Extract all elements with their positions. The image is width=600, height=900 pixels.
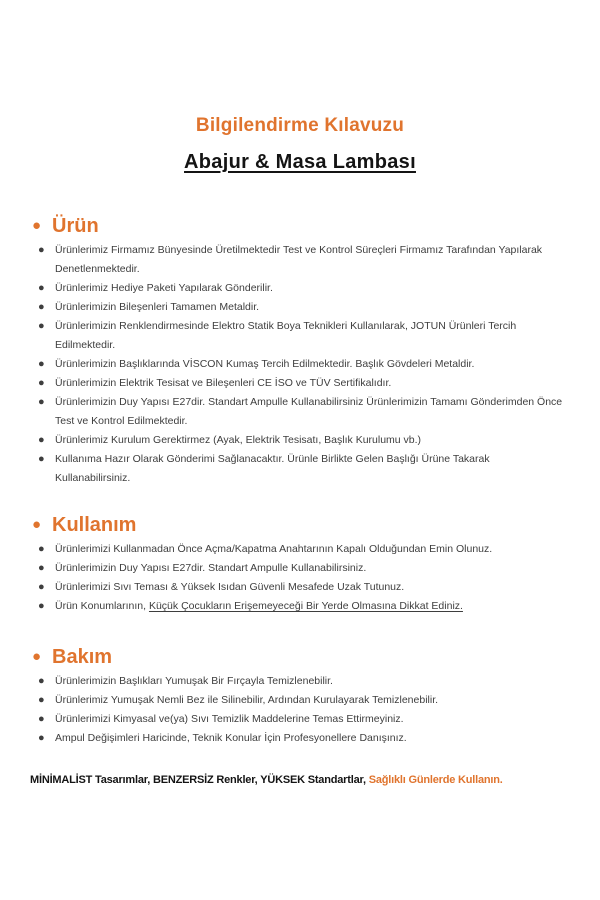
bullet-icon: ● [38, 434, 45, 446]
list-item-text: Kullanıma Hazır Olarak Gönderimi Sağlanacaktır. Ürünle Birlikte Gelen Başlığı Ürüne Takarak Kullanabilirsiniz. [55, 453, 490, 484]
footer-text-black: MİNİMALİST Tasarımlar, BENZERSİZ Renkler, YÜKSEK Standartlar, [30, 774, 366, 786]
list-item [38, 298, 570, 317]
list-item-text: Ürünlerimiz Kurulum Gerektirmez (Ayak, Elektrik Tesisatı, Başlık Kurulumu vb.) [55, 434, 422, 446]
list-item-text: Ürünlerimiz Yumuşak Nemli Bez ile Silinebilir, Ardından Kurulayarak Temizlenebilir. [55, 694, 439, 706]
list-item [38, 710, 570, 729]
list-item-text-plain: Ürün Konumlarının, [55, 600, 149, 612]
bullet-icon: ● [38, 694, 45, 706]
bullet-icon: ● [32, 648, 42, 665]
section-heading: Bakım [52, 646, 113, 668]
list-item [38, 450, 570, 488]
list-item-text: Ürünlerimizin Başlıkları Yumuşak Bir Fırçayla Temizlenebilir. [55, 675, 333, 687]
bullet-icon: ● [38, 543, 45, 555]
bullet-icon: ● [38, 675, 45, 687]
list-item [38, 729, 570, 748]
page-subtitle [30, 150, 570, 175]
bullet-list [30, 241, 570, 488]
list-item-text: Ampul Değişimleri Haricinde, Teknik Konular İçin Profesyonellere Danışınız. [55, 732, 407, 744]
section-kullanim [30, 512, 570, 616]
section-heading: Ürün [52, 215, 99, 237]
list-item [38, 559, 570, 578]
bullet-icon: ● [38, 562, 45, 574]
list-item-text: Ürünlerimizin Duy Yapısı E27dir. Standart Ampulle Kullanabilirsiniz. [55, 562, 367, 574]
bullet-list [30, 540, 570, 616]
list-item [38, 691, 570, 710]
section-heading-row [30, 213, 570, 239]
bullet-list [30, 672, 570, 748]
list-item-text: Ürünlerimizi Sıvı Teması & Yüksek Isıdan Güvenli Mesafede Uzak Tutunuz. [55, 581, 405, 593]
list-item [38, 597, 570, 616]
bullet-icon: ● [38, 600, 45, 612]
list-item [38, 241, 570, 279]
footer-text-orange: Sağlıklı Günlerde Kullanın. [368, 774, 503, 786]
bullet-icon: ● [38, 396, 45, 408]
section-heading-row [30, 512, 570, 538]
list-item-text: Ürünlerimizi Kimyasal ve(ya) Sıvı Temizlik Maddelerine Temas Ettirmeyiniz. [55, 713, 404, 725]
bullet-icon: ● [38, 732, 45, 744]
list-item-text [55, 597, 567, 616]
list-item [38, 578, 570, 597]
section-bakim [30, 644, 570, 748]
list-item [38, 374, 570, 393]
list-item-text-underlined: Küçük Çocukların Erişemeyeceği Bir Yerde Olmasına Dikkat Ediniz. [148, 600, 463, 612]
list-item [38, 393, 570, 431]
bullet-icon: ● [38, 358, 45, 370]
bullet-icon: ● [38, 453, 45, 465]
bullet-icon: ● [38, 581, 45, 593]
bullet-icon: ● [32, 217, 42, 234]
bullet-icon: ● [38, 713, 45, 725]
bullet-icon: ● [38, 377, 45, 389]
bullet-icon: ● [38, 244, 45, 256]
list-item [38, 431, 570, 450]
list-item-text: Ürünlerimizin Bileşenleri Tamamen Metaldir. [55, 301, 260, 313]
list-item-text: Ürünlerimiz Firmamız Bünyesinde Üretilmektedir Test ve Kontrol Süreçleri Firmamız Tarafından Yapılarak Denetlenmektedir. [55, 244, 543, 275]
list-item [38, 540, 570, 559]
list-item [38, 355, 570, 374]
list-item-text: Ürünlerimizi Kullanmadan Önce Açma/Kapatma Anahtarının Kapalı Olduğundan Emin Olunuz. [55, 543, 493, 555]
list-item-text: Ürünlerimizin Duy Yapısı E27dir. Standart Ampulle Kullanabilirsiniz Ürünlerimizin Tamamı Gönderimden Önce Test ve Kontrol Edilmektedir. [55, 396, 563, 427]
bullet-icon: ● [38, 301, 45, 313]
list-item [38, 317, 570, 355]
section-heading: Kullanım [52, 514, 137, 536]
footer-tagline [30, 774, 570, 786]
page-title: Bilgilendirme Kılavuzu [195, 115, 405, 136]
list-item-text: Ürünlerimiz Hediye Paketi Yapılarak Gönderilir. [55, 282, 273, 294]
section-urun [30, 213, 570, 488]
bullet-icon: ● [32, 516, 42, 533]
list-item-text: Ürünlerimizin Renklendirmesinde Elektro Statik Boya Teknikleri Kullanılarak, JOTUN Ürünleri Tercih Edilmektedir. [55, 320, 517, 351]
list-item-text: Ürünlerimizin Elektrik Tesisat ve Bileşenleri CE İSO ve TÜV Sertifikalıdır. [55, 377, 392, 389]
list-item-text: Ürünlerimizin Başlıklarında VİSCON Kumaş Tercih Edilmektedir. Başlık Gövdeleri Metaldir. [55, 358, 475, 370]
bullet-icon: ● [38, 320, 45, 332]
page-subtitle-text: Abajur & Masa Lambası [184, 151, 416, 173]
bullet-icon: ● [38, 282, 45, 294]
section-heading-row [30, 644, 570, 670]
list-item [38, 279, 570, 298]
list-item [38, 672, 570, 691]
